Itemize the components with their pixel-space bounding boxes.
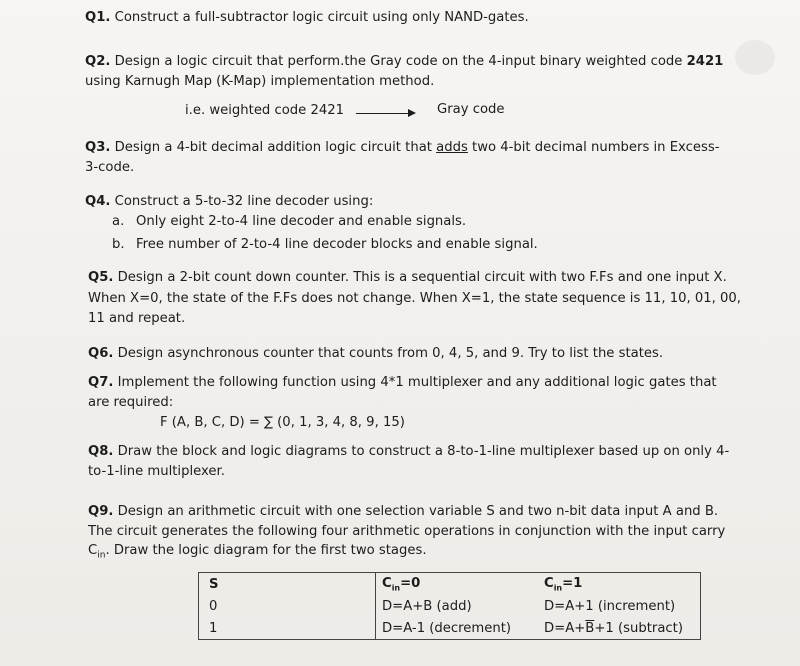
question-8 <box>88 442 778 482</box>
operations-table <box>198 572 701 640</box>
question-2 <box>85 52 765 92</box>
carry-subscript: in <box>97 550 106 561</box>
question-text: Design asynchronous counter that counts from 0, 4, 5, and 9. Try to list the states. <box>117 346 664 361</box>
question-text: Design a 2-bit count down counter. This is a sequential circuit with two F.Fs and one input X. <box>117 270 727 285</box>
header-cin0: $C_{in}=0$ <box>382 575 421 593</box>
question-number: Q8. <box>88 444 114 459</box>
question-3 <box>85 138 765 178</box>
list-item <box>112 235 765 255</box>
question-text-cont: . Draw the logic diagram for the first two stages. <box>105 543 427 558</box>
cell-cin0: D=A-1 (decrement) <box>382 620 512 636</box>
question-6 <box>88 344 768 364</box>
question-7 <box>88 373 768 433</box>
question-5 <box>88 268 768 330</box>
ie-right-label: Gray code <box>437 102 505 117</box>
right-arrow-icon <box>356 113 414 114</box>
question-1 <box>85 8 529 28</box>
carry-symbol: C <box>88 543 98 558</box>
list-item-text: Free number of 2-to-4 line decoder blocks and enable signal. <box>136 237 538 252</box>
question-number: Q5. <box>88 270 114 285</box>
question-text-line2: using Karnugh Map (K-Map) implementation method. <box>85 74 435 89</box>
question-text-line2: are required: <box>88 395 174 410</box>
cell-s: 0 <box>199 595 376 617</box>
table-header-row <box>199 573 701 596</box>
question-9 <box>88 502 778 566</box>
question-number: Q4. <box>85 194 111 209</box>
cell-s: 1 <box>199 617 376 640</box>
question-number: Q6. <box>88 346 114 361</box>
question-text: Design a 4-bit decimal addition logic circuit that <box>114 140 437 155</box>
question-text: Construct a full-subtractor logic circuit using only NAND-gates. <box>114 10 529 25</box>
question-number: Q2. <box>85 54 111 69</box>
question-text-line2: When X=0, the state of the F.Fs does not change. When X=1, the state sequence is 11, 10, 01, 00, <box>88 290 741 306</box>
question-number: Q1. <box>85 10 111 25</box>
question-number: Q9. <box>88 504 114 519</box>
question-number: Q7. <box>88 375 114 390</box>
question-text: Design an arithmetic circuit with one selection variable S and two n-bit data input A and B. <box>117 504 719 519</box>
cell-cin1: D=A+1 (increment) <box>538 595 701 617</box>
header-cin1: $C_{in}=1$ <box>538 573 701 596</box>
question-text-line2: The circuit generates the following four arithmetic operations in conjunction with the input carry <box>88 523 726 539</box>
question-text-line2: 3-code. <box>85 160 135 175</box>
list-item-text: Only eight 2-to-4 line decoder and enable signals. <box>136 214 467 229</box>
ie-left-label: i.e. weighted code 2421 <box>185 103 345 118</box>
list-marker: b. <box>112 237 125 252</box>
question-text: Design a logic circuit that perform.the Gray code on the 4-input binary weighted code <box>114 54 687 69</box>
question-text: Implement the following function using 4*1 multiplexer and any additional logic gates that <box>117 375 717 390</box>
function-expression: F (A, B, C, D) = ∑ (0, 1, 3, 4, 8, 9, 15) <box>160 415 405 430</box>
underlined-word: adds <box>436 140 468 155</box>
table-row <box>199 617 701 640</box>
question-text-line3 <box>88 541 778 566</box>
question-text: Draw the block and logic diagrams to construct a 8-to-1-line multiplexer based up on only 4- <box>117 444 730 459</box>
question-text: Construct a 5-to-32 line decoder using: <box>114 194 374 209</box>
question-4 <box>85 192 765 255</box>
question-text-line3: 11 and repeat. <box>88 311 186 326</box>
list-item <box>112 212 765 232</box>
table-row <box>199 595 701 617</box>
question-text-cont: two 4-bit decimal numbers in Excess- <box>467 140 720 155</box>
question-number: Q3. <box>85 140 111 155</box>
header-s: S <box>199 573 376 596</box>
weighted-code-value: 2421 <box>686 54 724 69</box>
cell-cin1: $D=A+\overline{B}+1$ (subtract) <box>538 617 701 640</box>
b-bar: $\overline{B}$ <box>585 620 595 636</box>
question-text-line2: to-1-line multiplexer. <box>88 464 225 479</box>
cell-cin0: D=A+B (add) <box>382 598 472 614</box>
list-marker: a. <box>112 214 125 229</box>
